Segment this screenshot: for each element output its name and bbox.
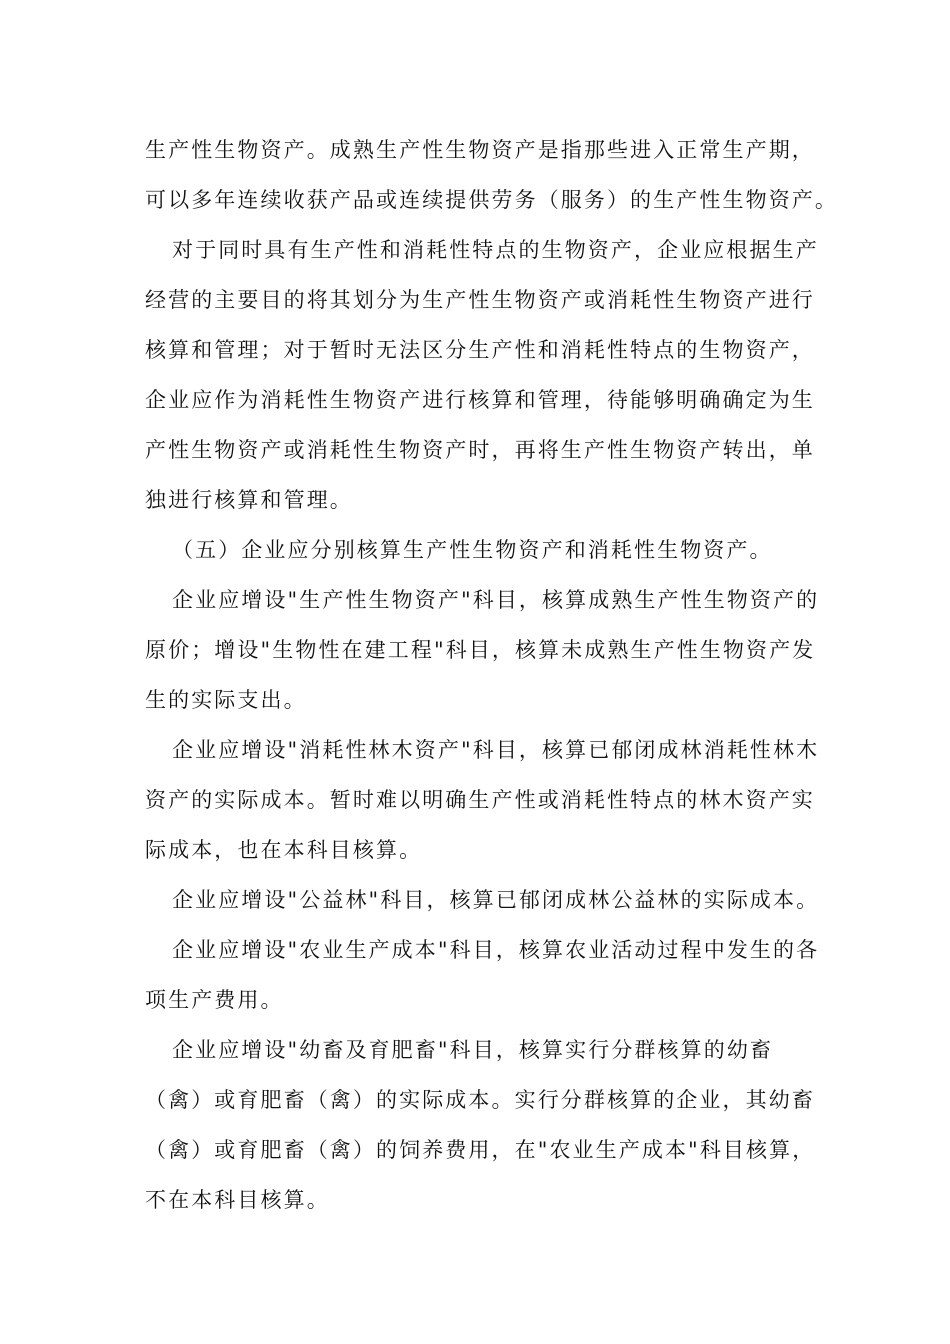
text-line: 产性生物资产或消耗性生物资产时，再将生产性生物资产转出，单 <box>145 438 815 462</box>
paragraph-start: 企业应增设"消耗性林木资产"科目，核算已郁闭成林消耗性林木 <box>172 738 820 762</box>
text-line: 资产的实际成本。暂时难以明确生产性或消耗性特点的林木资产实 <box>145 788 815 812</box>
paragraph-start: 企业应增设"公益林"科目，核算已郁闭成林公益林的实际成本。 <box>172 888 820 912</box>
text-line: 生的实际支出。 <box>145 688 307 712</box>
section-heading: （五）企业应分别核算生产性生物资产和消耗性生物资产。 <box>172 538 773 562</box>
text-line: 经营的主要目的将其划分为生产性生物资产或消耗性生物资产进行 <box>145 288 815 312</box>
text-line: 独进行核算和管理。 <box>145 488 353 512</box>
paragraph-start: 企业应增设"幼畜及育肥畜"科目，核算实行分群核算的幼畜 <box>172 1038 774 1062</box>
text-line: 核算和管理；对于暂时无法区分生产性和消耗性特点的生物资产， <box>145 338 815 362</box>
paragraph-start: 企业应增设"生产性生物资产"科目，核算成熟生产性生物资产的 <box>172 588 820 612</box>
text-line: 可以多年连续收获产品或连续提供劳务（服务）的生产性生物资产。 <box>145 188 838 212</box>
paragraph-start: 对于同时具有生产性和消耗性特点的生物资产，企业应根据生产 <box>172 238 819 262</box>
text-line: （禽）或育肥畜（禽）的饲养费用，在"农业生产成本"科目核算， <box>145 1138 816 1162</box>
text-line: 不在本科目核算。 <box>145 1188 330 1212</box>
text-line: 项生产费用。 <box>145 988 284 1012</box>
text-line: 际成本，也在本科目核算。 <box>145 838 423 862</box>
text-line: 企业应作为消耗性生物资产进行核算和管理，待能够明确确定为生 <box>145 388 815 412</box>
text-line: 原价；增设"生物性在建工程"科目，核算未成熟生产性生物资产发 <box>145 638 816 662</box>
paragraph-start: 企业应增设"农业生产成本"科目，核算农业活动过程中发生的各 <box>172 938 820 962</box>
text-line: 生产性生物资产。成熟生产性生物资产是指那些进入正常生产期， <box>145 138 815 162</box>
text-line: （禽）或育肥畜（禽）的实际成本。实行分群核算的企业，其幼畜 <box>145 1088 815 1112</box>
